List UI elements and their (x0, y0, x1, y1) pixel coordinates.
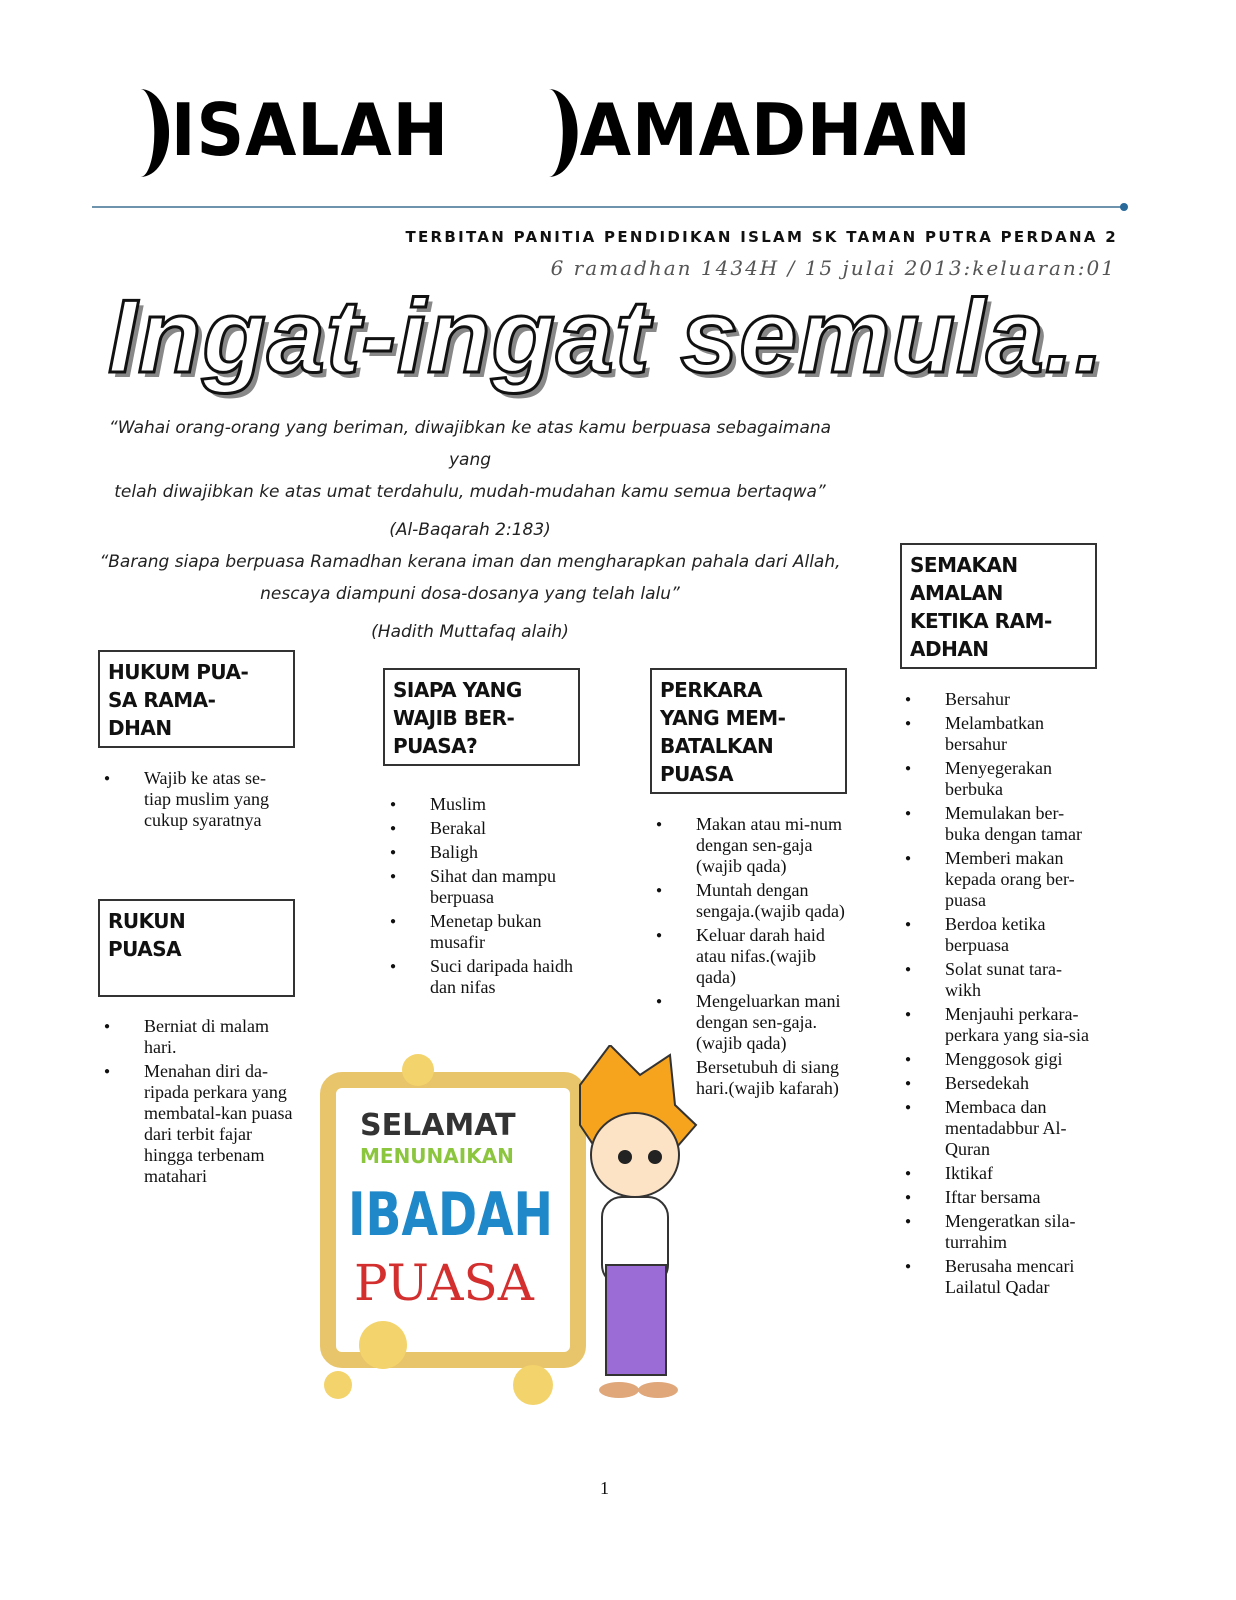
quote-source: (Hadith Muttafaq alaih) (371, 622, 569, 642)
illustration-text: MENUNAIKAN (360, 1144, 514, 1168)
publisher-line: TERBITAN PANITIA PENDIDIKAN ISLAM SK TAMAN PUTRA PERDANA 2 (405, 228, 1118, 246)
list-item: ● Membaca dan mentadabbur Al-Quran (905, 1097, 1095, 1160)
section-title-semakan: SEMAKAN AMALAN KETIKA RAM- ADHAN (900, 543, 1097, 669)
crescent-moon-icon (112, 89, 169, 177)
semakan-list (905, 689, 1095, 1301)
list-item: ● Berdoa ketika berpuasa (905, 914, 1095, 956)
masthead-word-2: AMADHAN (579, 88, 972, 172)
page-number: 1 (600, 1478, 609, 1498)
headline: Ingat-ingat semula.. (108, 279, 1105, 395)
list-item: ● Sihat dan mampu berpuasa (390, 866, 580, 908)
illustration-text: IBADAH (348, 1180, 553, 1250)
list-item: ● Berusaha mencari Lailatul Qadar (905, 1256, 1095, 1298)
flower-icon (324, 1371, 352, 1399)
list-item: ● Muslim (390, 794, 580, 815)
crescent-moon-icon (521, 89, 578, 177)
list-item: ● Keluar darah haid atau nifas.(wajib qada) (656, 925, 846, 988)
quote-line: “Barang siapa berpuasa Ramadhan kerana iman dan mengharapkan pahala dari Allah, (99, 552, 841, 572)
list-item: ● Melambatkan bersahur (905, 713, 1095, 755)
list-item: ● Menjauhi perkara-perkara yang sia-sia (905, 1004, 1095, 1046)
list-item: ● Iftar bersama (905, 1187, 1095, 1208)
illustration-text: PUASA (354, 1254, 534, 1312)
section-title-perkara: PERKARA YANG MEM- BATALKAN PUASA (650, 668, 847, 794)
list-item: ● Mengeluarkan mani dengan sen-gaja.(wajib qada) (656, 991, 846, 1054)
hukum-list (104, 768, 284, 834)
masthead-word-1: ISALAH (170, 88, 449, 172)
quote-source: (Al-Baqarah 2:183) (389, 520, 551, 540)
illustration-text: SELAMAT (360, 1108, 516, 1143)
list-item: ● Menetap bukan musafir (390, 911, 580, 953)
flower-icon (359, 1321, 407, 1369)
section-title-rukun: RUKUN PUASA (98, 899, 295, 997)
list-item: ● Memulakan ber-buka dengan tamar (905, 803, 1095, 845)
list-item: ● Bersahur (905, 689, 1095, 710)
list-item: ● Mengeratkan sila-turrahim (905, 1211, 1095, 1253)
quote-line: telah diwajibkan ke atas umat terdahulu, mudah-mudahan kamu semua bertaqwa” (114, 482, 826, 502)
header-divider (92, 206, 1124, 208)
masthead-title (112, 88, 972, 177)
list-item: ● Menyegerakan berbuka (905, 758, 1095, 800)
list-item: ● Iktikaf (905, 1163, 1095, 1184)
divider-dot (1120, 203, 1128, 211)
list-item: ● Suci daripada haidh dan nifas (390, 956, 580, 998)
list-item: ● Solat sunat tara-wikh (905, 959, 1095, 1001)
flower-icon (513, 1365, 553, 1405)
list-item: ● Menahan diri da-ripada perkara yang membatal-kan puasa dari terbit fajar hingga terbenam matahari (104, 1061, 294, 1187)
list-item: ● Muntah dengan sengaja.(wajib qada) (656, 880, 846, 922)
flower-icon (402, 1054, 434, 1086)
list-item: ● Memberi makan kepada orang ber-puasa (905, 848, 1095, 911)
siapa-list (390, 794, 580, 1001)
boy-character (580, 1045, 696, 1398)
list-item: ● Makan atau mi-num dengan sen-gaja (wajib qada) (656, 814, 846, 877)
issue-date: 6 ramadhan 1434H / 15 julai 2013:keluaran:01 (550, 256, 1116, 280)
quote-line: “Wahai orang-orang yang beriman, diwajibkan ke atas kamu berpuasa sebagaimana yang (108, 418, 832, 470)
list-item: ● Menggosok gigi (905, 1049, 1095, 1070)
list-item: ● Baligh (390, 842, 580, 863)
list-item: ● Wajib ke atas se-tiap muslim yang cukup syaratnya (104, 768, 284, 831)
list-item: ● Berniat di malam hari. (104, 1016, 294, 1058)
section-title-hukum: HUKUM PUA- SA RAMA- DHAN (98, 650, 295, 748)
rukun-list (104, 1016, 294, 1190)
quran-quote (90, 412, 850, 648)
ramadan-illustration (318, 1045, 698, 1425)
list-item: ● Berakal (390, 818, 580, 839)
list-item: ● Bersetubuh di siang hari.(wajib kafarah) (656, 1057, 846, 1099)
list-item: ● Bersedekah (905, 1073, 1095, 1094)
section-title-siapa: SIAPA YANG WAJIB BER- PUASA? (383, 668, 580, 766)
quote-line: nescaya diampuni dosa-dosanya yang telah lalu” (260, 584, 680, 604)
